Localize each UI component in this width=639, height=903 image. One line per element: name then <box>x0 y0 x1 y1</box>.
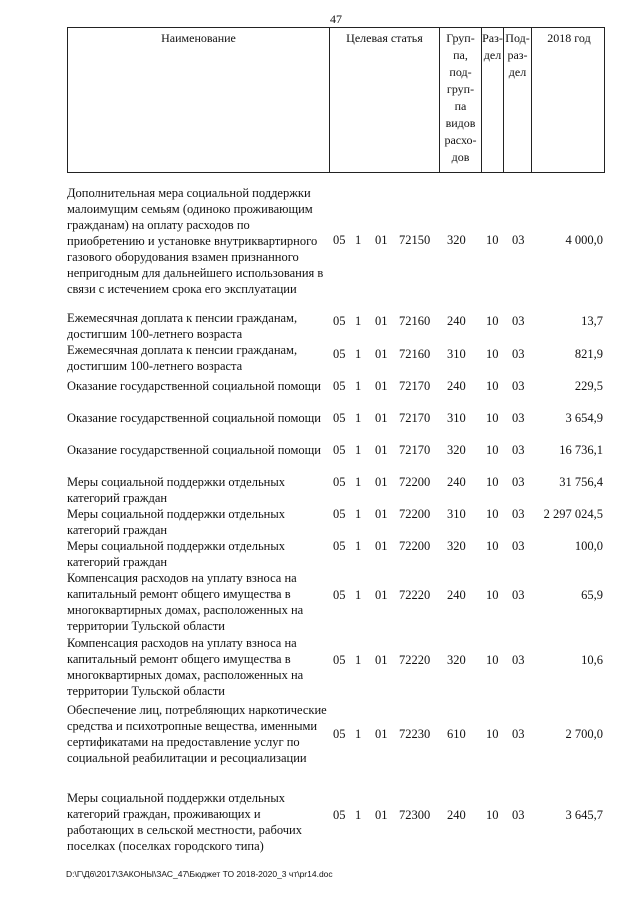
row-c2: 1 <box>355 475 362 489</box>
table-header <box>67 27 605 173</box>
row-razd: 10 <box>486 233 499 247</box>
row-razd: 10 <box>486 443 499 457</box>
row-grp: 240 <box>447 588 466 602</box>
row-c4: 72170 <box>399 411 431 425</box>
row-c2: 1 <box>355 653 362 667</box>
row-podr: 03 <box>512 411 525 425</box>
row-podr: 03 <box>512 443 525 457</box>
footer-path: D:\Г\Д6\2017\ЗАКОНЫ\ЗАС_47\Бюджет ТО 2018-2020_3 чт\pr14.doc <box>66 869 333 879</box>
row-grp: 240 <box>447 379 466 393</box>
row-c2: 1 <box>355 347 362 361</box>
row-name: Оказание государственной социальной помощи <box>67 443 321 457</box>
row-razd: 10 <box>486 411 499 425</box>
row-c1: 05 <box>333 475 346 489</box>
row-c2: 1 <box>355 314 362 328</box>
header-group: Груп- па, под- груп- па видов расхо- дов <box>440 28 482 172</box>
row-razd: 10 <box>486 588 499 602</box>
row-podr: 03 <box>512 507 525 521</box>
row-name: Дополнительная мера социальной поддержки малоимущим семьям (одиноко проживающим гражданам) на оплату расходов по приобретению и установке внутриквартирного газового оборудования взамен признанного непригодным для дальнейшего использования в связи с истечением срока его эксплуатации <box>67 186 324 296</box>
row-name: Меры социальной поддержки отдельных категорий граждан <box>67 507 285 537</box>
row-c1: 05 <box>333 443 346 457</box>
row-c1: 05 <box>333 233 346 247</box>
row-podr: 03 <box>512 653 525 667</box>
row-amount: 821,9 <box>574 347 603 361</box>
row-amount: 16 736,1 <box>559 443 603 457</box>
row-name: Ежемесячная доплата к пенсии гражданам, достигшим 100-летнего возраста <box>67 343 298 373</box>
row-c1: 05 <box>333 588 346 602</box>
row-amount: 13,7 <box>581 314 603 328</box>
row-c4: 72200 <box>399 475 431 489</box>
row-grp: 240 <box>447 808 466 822</box>
header-subsection: Под- раз- дел <box>504 28 532 172</box>
row-grp: 310 <box>447 411 466 425</box>
header-section: Раз- дел <box>482 28 504 172</box>
header-target-article: Целевая статья <box>330 28 440 172</box>
row-c1: 05 <box>333 379 346 393</box>
row-name: Меры социальной поддержки отдельных категорий граждан <box>67 539 285 569</box>
row-razd: 10 <box>486 475 499 489</box>
row-podr: 03 <box>512 475 525 489</box>
row-razd: 10 <box>486 379 499 393</box>
row-c4: 72150 <box>399 233 431 247</box>
row-c2: 1 <box>355 411 362 425</box>
row-grp: 310 <box>447 507 466 521</box>
row-c4: 72200 <box>399 507 431 521</box>
row-amount: 229,5 <box>574 379 603 393</box>
row-grp: 320 <box>447 443 466 457</box>
row-razd: 10 <box>486 314 499 328</box>
row-podr: 03 <box>512 379 525 393</box>
row-name: Обеспечение лиц, потребляющих наркотические средства и психотропные вещества, именными сертификатами на предоставление услуг по социальной реабилитации и ресоциализации <box>67 703 327 765</box>
row-name: Меры социальной поддержки отдельных категорий граждан <box>67 475 285 505</box>
row-c1: 05 <box>333 347 346 361</box>
row-name: Ежемесячная доплата к пенсии гражданам, достигшим 100-летнего возраста <box>67 311 298 341</box>
row-amount: 100,0 <box>574 539 603 553</box>
row-c2: 1 <box>355 588 362 602</box>
row-c4: 72200 <box>399 539 431 553</box>
row-c2: 1 <box>355 808 362 822</box>
row-grp: 240 <box>447 475 466 489</box>
row-c3: 01 <box>375 314 388 328</box>
row-amount: 10,6 <box>581 653 603 667</box>
row-razd: 10 <box>486 347 499 361</box>
row-c4: 72300 <box>399 808 431 822</box>
row-c3: 01 <box>375 507 388 521</box>
row-c3: 01 <box>375 539 388 553</box>
row-c1: 05 <box>333 653 346 667</box>
row-grp: 320 <box>447 653 466 667</box>
row-c3: 01 <box>375 475 388 489</box>
header-year: 2018 год <box>547 31 591 45</box>
page-number: 47 <box>330 12 342 26</box>
row-c3: 01 <box>375 588 388 602</box>
row-name: Оказание государственной социальной помощи <box>67 411 321 425</box>
row-c2: 1 <box>355 727 362 741</box>
row-c4: 72160 <box>399 314 431 328</box>
row-c3: 01 <box>375 808 388 822</box>
row-grp: 320 <box>447 233 466 247</box>
row-c3: 01 <box>375 443 388 457</box>
row-c2: 1 <box>355 539 362 553</box>
row-name: Компенсация расходов на уплату взноса на капитальный ремонт общего имущества в многоквартирных домах, расположенных на территории Тульской области <box>67 636 304 698</box>
row-podr: 03 <box>512 727 525 741</box>
row-c1: 05 <box>333 539 346 553</box>
row-c2: 1 <box>355 507 362 521</box>
row-amount: 65,9 <box>581 588 603 602</box>
row-razd: 10 <box>486 808 499 822</box>
row-c2: 1 <box>355 379 362 393</box>
row-razd: 10 <box>486 507 499 521</box>
row-podr: 03 <box>512 808 525 822</box>
row-razd: 10 <box>486 653 499 667</box>
row-c4: 72170 <box>399 443 431 457</box>
row-grp: 310 <box>447 347 466 361</box>
row-podr: 03 <box>512 588 525 602</box>
row-name: Оказание государственной социальной помощи <box>67 379 321 393</box>
row-podr: 03 <box>512 314 525 328</box>
row-grp: 320 <box>447 539 466 553</box>
row-amount: 3 645,7 <box>565 808 603 822</box>
row-name: Меры социальной поддержки отдельных категорий граждан, проживающих и работающих в сельской местности, рабочих поселках (поселках городского типа) <box>67 791 302 853</box>
row-c3: 01 <box>375 379 388 393</box>
row-podr: 03 <box>512 347 525 361</box>
row-c4: 72220 <box>399 588 431 602</box>
row-grp: 610 <box>447 727 466 741</box>
row-c3: 01 <box>375 653 388 667</box>
row-grp: 240 <box>447 314 466 328</box>
row-c3: 01 <box>375 347 388 361</box>
row-c1: 05 <box>333 314 346 328</box>
row-podr: 03 <box>512 233 525 247</box>
row-c4: 72160 <box>399 347 431 361</box>
row-c2: 1 <box>355 233 362 247</box>
header-name: Наименование <box>68 28 330 172</box>
row-c4: 72170 <box>399 379 431 393</box>
row-c1: 05 <box>333 507 346 521</box>
row-razd: 10 <box>486 539 499 553</box>
row-c4: 72230 <box>399 727 431 741</box>
row-c1: 05 <box>333 808 346 822</box>
row-c4: 72220 <box>399 653 431 667</box>
row-razd: 10 <box>486 727 499 741</box>
row-amount: 2 700,0 <box>565 727 603 741</box>
row-c3: 01 <box>375 233 388 247</box>
row-c3: 01 <box>375 727 388 741</box>
row-c2: 1 <box>355 443 362 457</box>
row-c1: 05 <box>333 727 346 741</box>
row-amount: 2 297 024,5 <box>543 507 603 521</box>
row-name: Компенсация расходов на уплату взноса на капитальный ремонт общего имущества в многоквартирных домах, расположенных на территории Тульской области <box>67 571 304 633</box>
row-amount: 4 000,0 <box>565 233 603 247</box>
row-podr: 03 <box>512 539 525 553</box>
row-amount: 3 654,9 <box>565 411 603 425</box>
row-c1: 05 <box>333 411 346 425</box>
row-amount: 31 756,4 <box>559 475 603 489</box>
row-c3: 01 <box>375 411 388 425</box>
